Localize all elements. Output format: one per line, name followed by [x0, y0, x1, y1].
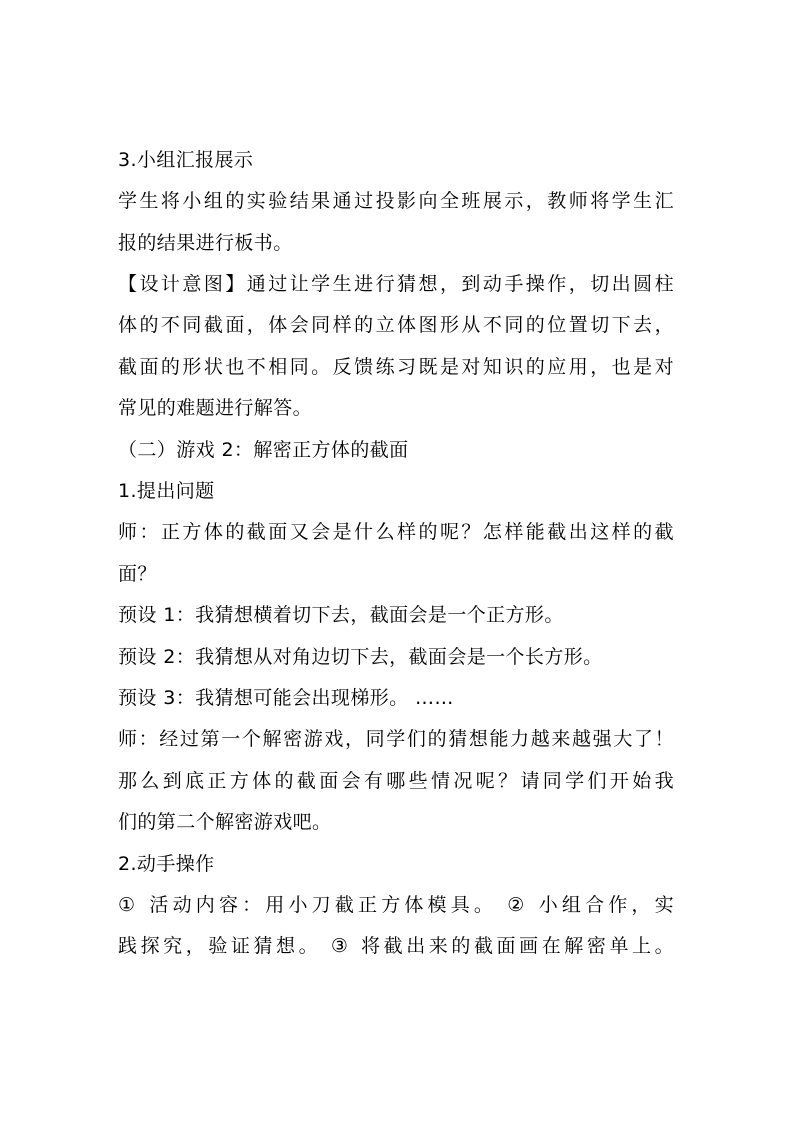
paragraph-line: 们的第二个解密游戏吧。	[118, 811, 332, 833]
paragraph-line: 那么到底正方体的截面会有哪些情况呢？请同学们开始我	[118, 770, 674, 792]
paragraph-line: 学生将小组的实验结果通过投影向全班展示，教师将学生汇	[118, 190, 674, 212]
section-heading-game-2: （二）游戏 2：解密正方体的截面	[118, 439, 409, 461]
section-heading-group-report: 3.小组汇报展示	[118, 149, 254, 171]
paragraph-line: 报的结果进行板书。	[118, 232, 293, 254]
subheading-raise-question: 1.提出问题	[118, 480, 215, 502]
design-intent-line: 【设计意图】通过让学生进行猜想，到动手操作，切出圆柱	[118, 273, 674, 295]
paragraph-line: 常见的难题进行解答。	[118, 397, 313, 419]
paragraph-line: 面？	[118, 563, 157, 585]
assumption-1: 预设 1：我猜想横着切下去，截面会是一个正方形。	[118, 604, 564, 626]
assumption-2: 预设 2：我猜想从对角边切下去，截面会是一个长方形。	[118, 646, 603, 668]
paragraph-line: 截面的形状也不相同。反馈练习既是对知识的应用，也是对	[118, 356, 674, 378]
activity-line: 践探究，验证猜想。 ③ 将截出来的截面画在解密单上。	[118, 935, 674, 957]
assumption-3: 预设 3：我猜想可能会出现梯形。 ……	[118, 687, 454, 709]
subheading-hands-on: 2.动手操作	[118, 853, 215, 875]
teacher-line: 师：经过第一个解密游戏，同学们的猜想能力越来越强大了！	[118, 728, 674, 750]
teacher-line: 师：正方体的截面又会是什么样的呢？怎样能截出这样的截	[118, 521, 674, 543]
activity-line: ① 活动内容：用小刀截正方体模具。 ② 小组合作，实	[118, 894, 674, 916]
paragraph-line: 体的不同截面，体会同样的立体图形从不同的位置切下去，	[118, 314, 674, 336]
